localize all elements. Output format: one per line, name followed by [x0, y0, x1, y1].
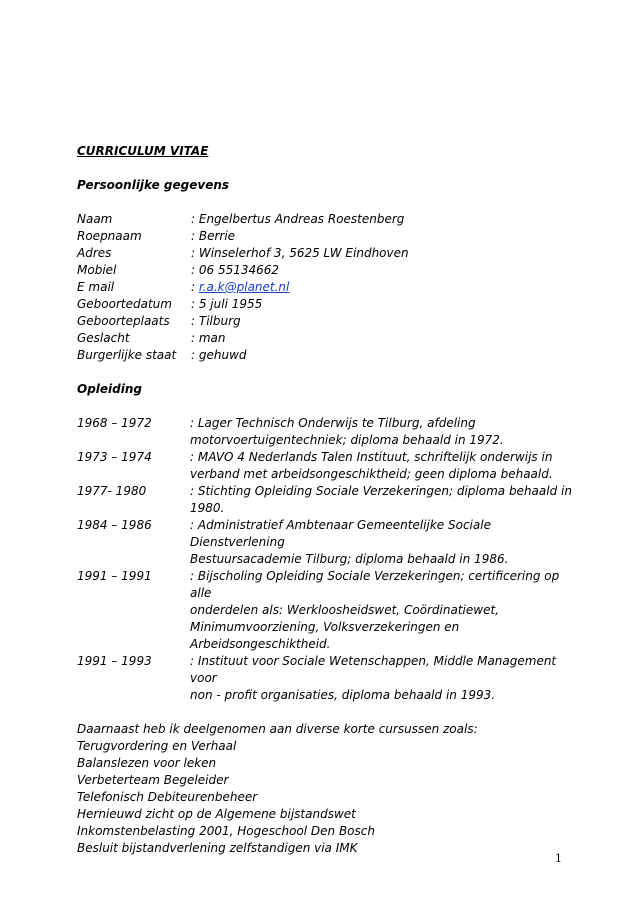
detail-value: : man	[191, 331, 226, 345]
education-entry	[77, 517, 577, 568]
detail-value: : Tilburg	[191, 314, 241, 328]
detail-row-gender	[77, 330, 577, 347]
education-line: : Stichting Opleiding Sociale Verzekeringen; diploma behaald in	[190, 484, 572, 498]
email-link[interactable]: r.a.k@planet.nl	[198, 280, 290, 294]
education-line: 1980.	[190, 501, 225, 515]
education-heading: Opleiding	[77, 382, 142, 396]
personal-heading: Persoonlijke gegevens	[77, 178, 230, 192]
detail-row-nickname	[77, 228, 577, 245]
detail-label: Geslacht	[77, 331, 130, 345]
education-entry	[77, 449, 577, 483]
detail-row-birthdate	[77, 296, 577, 313]
education-line: : Administratief Ambtenaar Gemeentelijke Sociale Dienstverlening	[190, 518, 491, 549]
course-item: Terugvordering en Verhaal	[77, 739, 237, 753]
education-entry	[77, 483, 577, 517]
course-item: Hernieuwd zicht op de Algemene bijstandswet	[77, 807, 356, 821]
education-entry	[77, 415, 577, 449]
detail-value: : gehuwd	[191, 348, 247, 362]
education-description	[190, 653, 577, 704]
detail-row-address	[77, 245, 577, 262]
course-item: Besluit bijstandverlening zelfstandigen via IMK	[77, 841, 358, 855]
education-description	[190, 568, 577, 653]
education-line: : Bijscholing Opleiding Sociale Verzekeringen; certificering op alle	[190, 569, 560, 600]
detail-label: Burgerlijke staat	[77, 348, 177, 362]
course-item: Inkomstenbelasting 2001, Hogeschool Den Bosch	[77, 824, 375, 838]
course-item: Balanslezen voor leken	[77, 756, 217, 770]
education-line: Arbeidsongeschiktheid.	[190, 637, 331, 651]
education-list	[77, 415, 577, 704]
detail-row-mobile	[77, 262, 577, 279]
education-entry	[77, 653, 577, 704]
personal-details	[77, 211, 577, 364]
detail-label: Roepnaam	[77, 229, 142, 243]
education-line: : MAVO 4 Nederlands Talen Instituut, schriftelijk onderwijs in	[190, 450, 553, 464]
education-description	[190, 483, 577, 517]
detail-row-marital-status	[77, 347, 577, 364]
page-number: 1	[555, 852, 562, 865]
education-line: non - profit organisaties, diploma behaald in 1993.	[190, 688, 496, 702]
detail-value: : Engelbertus Andreas Roestenberg	[191, 212, 405, 226]
education-period: 1991 – 1991	[77, 569, 152, 583]
email-prefix: :	[191, 280, 199, 294]
detail-value	[191, 279, 577, 296]
education-line: : Instituut voor Sociale Wetenschappen, Middle Management voor	[190, 654, 557, 685]
education-line: Bestuursacademie Tilburg; diploma behaald in 1986.	[190, 552, 509, 566]
education-description	[190, 415, 577, 449]
detail-row-email	[77, 279, 577, 296]
detail-value: : 5 juli 1955	[191, 297, 263, 311]
education-line: Minimumvoorziening, Volksverzekeringen en	[190, 620, 460, 634]
education-line: : Lager Technisch Onderwijs te Tilburg, afdeling	[190, 416, 476, 430]
courses-section	[77, 721, 577, 857]
detail-value: : Berrie	[191, 229, 236, 243]
document-title: CURRICULUM VITAE	[77, 144, 209, 158]
education-description	[190, 449, 577, 483]
detail-value: : Winselerhof 3, 5625 LW Eindhoven	[191, 246, 409, 260]
education-period: 1984 – 1986	[77, 518, 152, 532]
course-item: Telefonisch Debiteurenbeheer	[77, 790, 258, 804]
detail-label: Mobiel	[77, 263, 117, 277]
education-entry	[77, 568, 577, 653]
detail-label: Geboortedatum	[77, 297, 172, 311]
course-item: Verbeterteam Begeleider	[77, 773, 229, 787]
detail-value: : 06 55134662	[191, 263, 280, 277]
detail-label: E mail	[77, 280, 115, 294]
education-line: verband met arbeidsongeschiktheid; geen diploma behaald.	[190, 467, 553, 481]
detail-label: Naam	[77, 212, 113, 226]
education-description	[190, 517, 577, 568]
detail-row-name	[77, 211, 577, 228]
education-line: onderdelen als: Werkloosheidswet, Coördinatiewet,	[190, 603, 499, 617]
education-line: motorvoertuigentechniek; diploma behaald in 1972.	[190, 433, 504, 447]
education-period: 1977- 1980	[77, 484, 147, 498]
detail-label: Geboorteplaats	[77, 314, 170, 328]
education-period: 1991 – 1993	[77, 654, 152, 668]
courses-intro: Daarnaast heb ik deelgenomen aan diverse korte cursussen zoals:	[77, 722, 478, 736]
education-period: 1968 – 1972	[77, 416, 152, 430]
education-period: 1973 – 1974	[77, 450, 152, 464]
detail-row-birthplace	[77, 313, 577, 330]
detail-label: Adres	[77, 246, 112, 260]
cv-document	[77, 143, 577, 857]
